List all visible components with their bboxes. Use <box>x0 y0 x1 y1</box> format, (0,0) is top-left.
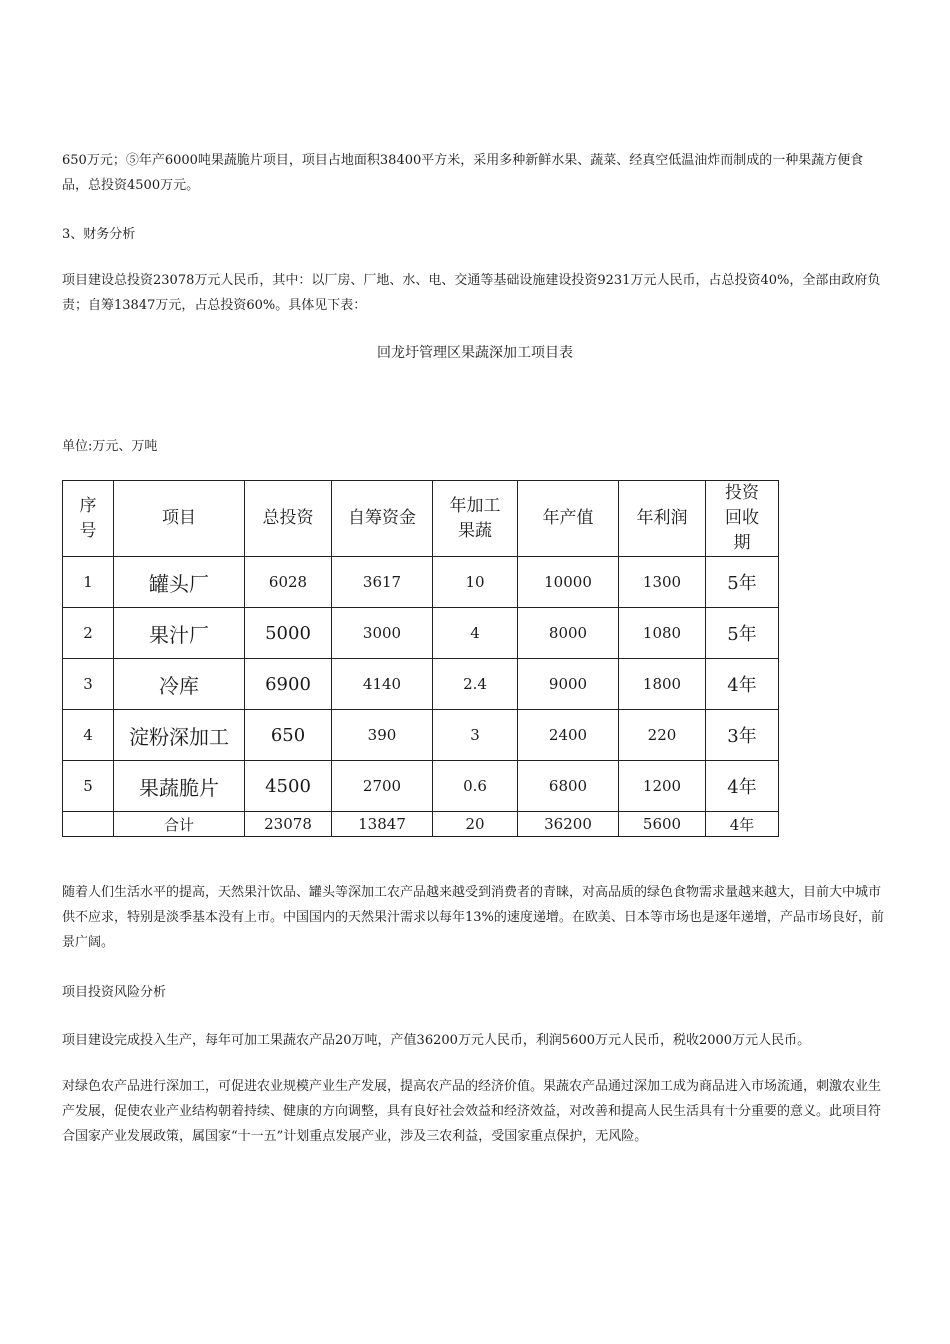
table-row <box>63 761 779 812</box>
cell-payback: 3年 <box>706 710 779 761</box>
cell-total: 6900 <box>245 659 332 710</box>
cell-total: 650 <box>245 710 332 761</box>
cell-total: 4500 <box>245 761 332 812</box>
intro-paragraph: 650万元；⑤年产6000吨果蔬脆片项目，项目占地面积38400平方米，采用多种新鲜水果、蔬菜、经真空低温油炸而制成的一种果蔬方便食品，总投资4500万元。 <box>62 153 864 193</box>
cell-profit: 220 <box>619 710 706 761</box>
cell-profit: 1800 <box>619 659 706 710</box>
header-self-funding: 自筹资金 <box>332 481 433 557</box>
header-payback-line: 期 <box>733 533 751 553</box>
cell-output: 6800 <box>518 761 619 812</box>
finance-paragraph: 项目建设总投资23078万元人民币，其中：以厂房、厂地、水、电、交通等基础设施建设投资9231万元人民币，占总投资40%，全部由政府负责；自筹13847万元，占总投资60%。具体见下表： <box>62 273 881 313</box>
cell-seq: 5 <box>63 761 114 812</box>
market-paragraph: 随着人们生活水平的提高，天然果汁饮品、罐头等深加工农产品越来越受到消费者的青睐，对高品质的绿色食物需求量越来越大，目前大中城市供不应求，特别是淡季基本没有上市。中国国内的天然果汁需求以每年13%的速度递增。在欧美、日本等市场也是逐年递增，产品市场良好，前景广阔。 <box>62 885 884 950</box>
table-row <box>63 557 779 608</box>
header-annual-output: 年产值 <box>518 481 619 557</box>
cell-output: 8000 <box>518 608 619 659</box>
cell-item: 果蔬脆片 <box>114 761 245 812</box>
cell-total: 23078 <box>245 812 332 837</box>
cell-profit: 1080 <box>619 608 706 659</box>
cell-seq: 2 <box>63 608 114 659</box>
cell-profit: 1300 <box>619 557 706 608</box>
header-payback-line: 回收 <box>725 508 759 528</box>
significance-paragraph: 对绿色农产品进行深加工，可促进农业规模产业生产发展，提高农产品的经济价值。果蔬农产品通过深加工成为商品进入市场流通，刺激农业生产发展，促使农业产业结构朝着持续、健康的方向调整，具有良好社会效益和经济效益，对改善和提高人民生活具有十分重要的意义。此项目符合国家产业发展政策，属国家“十一五”计划重点发展产业，涉及三农利益，受国家重点保护，无风险。 <box>62 1079 882 1144</box>
header-payback-period <box>706 481 779 557</box>
project-table <box>62 480 779 837</box>
cell-payback: 4年 <box>706 659 779 710</box>
cell-seq: 4 <box>63 710 114 761</box>
cell-seq <box>63 812 114 837</box>
header-seq <box>63 481 114 557</box>
header-annual-processing <box>433 481 518 557</box>
section-heading-finance: 3、财务分析 <box>62 227 136 242</box>
header-total-investment: 总投资 <box>245 481 332 557</box>
cell-output: 2400 <box>518 710 619 761</box>
cell-payback: 4年 <box>706 761 779 812</box>
cell-item: 合计 <box>114 812 245 837</box>
cell-output: 36200 <box>518 812 619 837</box>
header-item: 项目 <box>114 481 245 557</box>
cell-self: 3617 <box>332 557 433 608</box>
cell-output: 9000 <box>518 659 619 710</box>
unit-note: 单位:万元、万吨 <box>62 439 158 454</box>
cell-item: 淀粉深加工 <box>114 710 245 761</box>
cell-profit: 5600 <box>619 812 706 837</box>
header-process-line: 果蔬 <box>458 520 492 541</box>
cell-process: 0.6 <box>433 761 518 812</box>
cell-total: 6028 <box>245 557 332 608</box>
cell-process: 20 <box>433 812 518 837</box>
cell-process: 2.4 <box>433 659 518 710</box>
cell-total: 5000 <box>245 608 332 659</box>
cell-process: 10 <box>433 557 518 608</box>
table-total-row <box>63 812 779 837</box>
cell-self: 13847 <box>332 812 433 837</box>
cell-self: 3000 <box>332 608 433 659</box>
cell-self: 4140 <box>332 659 433 710</box>
section-heading-risk: 项目投资风险分析 <box>62 985 167 1000</box>
table-row <box>63 659 779 710</box>
cell-item: 冷库 <box>114 659 245 710</box>
cell-item: 罐头厂 <box>114 557 245 608</box>
cell-process: 4 <box>433 608 518 659</box>
cell-profit: 1200 <box>619 761 706 812</box>
header-payback-line: 投资 <box>725 483 759 503</box>
cell-payback: 5年 <box>706 557 779 608</box>
header-process-line: 年加工 <box>449 495 501 516</box>
table-row <box>63 710 779 761</box>
production-paragraph: 项目建设完成投入生产，每年可加工果蔬农产品20万吨，产值36200万元人民币，利润5600万元人民币，税收2000万元人民币。 <box>62 1033 811 1048</box>
cell-payback: 5年 <box>706 608 779 659</box>
cell-item: 果汁厂 <box>114 608 245 659</box>
cell-payback: 4年 <box>706 812 779 837</box>
table-header-row <box>63 481 779 557</box>
cell-seq: 3 <box>63 659 114 710</box>
cell-output: 10000 <box>518 557 619 608</box>
table-row <box>63 608 779 659</box>
cell-self: 390 <box>332 710 433 761</box>
header-annual-profit: 年利润 <box>619 481 706 557</box>
header-seq-line: 号 <box>79 520 97 541</box>
table-title: 回龙圩管理区果蔬深加工项目表 <box>377 345 573 361</box>
header-seq-line: 序 <box>79 495 97 516</box>
cell-seq: 1 <box>63 557 114 608</box>
cell-self: 2700 <box>332 761 433 812</box>
cell-process: 3 <box>433 710 518 761</box>
